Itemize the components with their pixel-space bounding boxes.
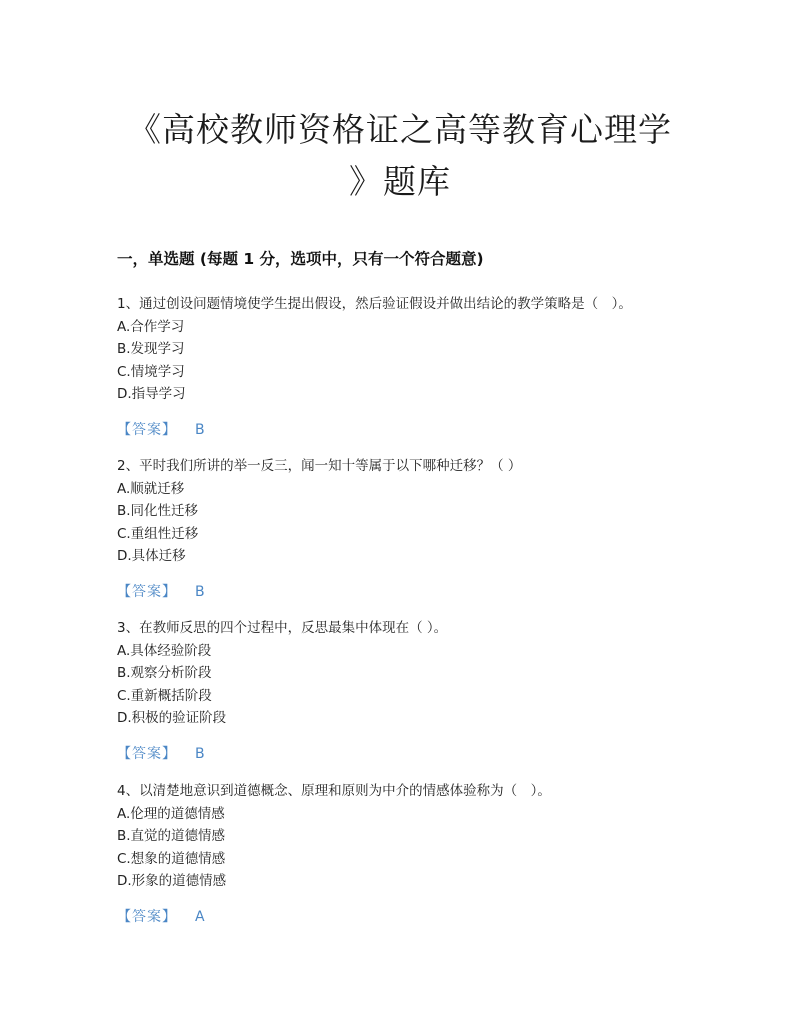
option-c: C.情境学习 — [117, 363, 185, 380]
title-line-2: 》题库 — [349, 162, 451, 201]
option-a: A.顺就迁移 — [117, 480, 185, 497]
option-a: A.具体经验阶段 — [117, 642, 212, 659]
answer-label: 【答案】 — [117, 583, 177, 600]
answer-label: 【答案】 — [117, 908, 177, 925]
answer-value: B — [195, 583, 205, 600]
option-d: D.具体迁移 — [117, 548, 186, 564]
option-b: B.观察分析阶段 — [117, 665, 212, 681]
section-heading: 一，单选题 (每题 1 分，选项中，只有一个符合题意) — [117, 250, 484, 268]
answer-line — [117, 743, 697, 765]
option-d: D.形象的道德情感 — [117, 873, 227, 889]
question-stem: 3、在教师反思的四个过程中，反思最集中体现在（ ）。 — [117, 620, 448, 636]
question-1 — [117, 293, 697, 441]
question-3 — [117, 617, 697, 765]
answer-value: B — [195, 745, 205, 762]
answer-line — [117, 581, 697, 603]
option-a: A.伦理的道德情感 — [117, 805, 225, 822]
option-d: D.指导学习 — [117, 386, 186, 402]
title-line-1: 《高校教师资格证之高等教育心理学 — [128, 110, 672, 149]
option-d: D.积极的验证阶段 — [117, 710, 227, 726]
question-stem: 4、以清楚地意识到道德概念、原理和原则为中介的情感体验称为（ ）。 — [117, 783, 551, 799]
question-2 — [117, 455, 697, 603]
option-b: B.同化性迁移 — [117, 503, 199, 519]
option-c: C.想象的道德情感 — [117, 850, 226, 867]
answer-line — [117, 419, 697, 441]
option-c: C.重新概括阶段 — [117, 687, 212, 704]
answer-label: 【答案】 — [117, 745, 177, 762]
answer-label: 【答案】 — [117, 421, 177, 438]
question-stem: 2、平时我们所讲的举一反三，闻一知十等属于以下哪种迁移？（ ） — [117, 458, 522, 474]
option-b: B.直觉的道德情感 — [117, 828, 226, 844]
document-title — [100, 104, 700, 208]
option-b: B.发现学习 — [117, 341, 185, 357]
question-4 — [117, 780, 697, 928]
option-c: C.重组性迁移 — [117, 525, 199, 542]
question-stem: 1、通过创设问题情境使学生提出假设，然后验证假设并做出结论的教学策略是（ ）。 — [117, 296, 632, 312]
answer-line — [117, 906, 697, 928]
answer-value: B — [195, 421, 205, 438]
option-a: A.合作学习 — [117, 318, 185, 335]
answer-value: A — [195, 908, 205, 925]
